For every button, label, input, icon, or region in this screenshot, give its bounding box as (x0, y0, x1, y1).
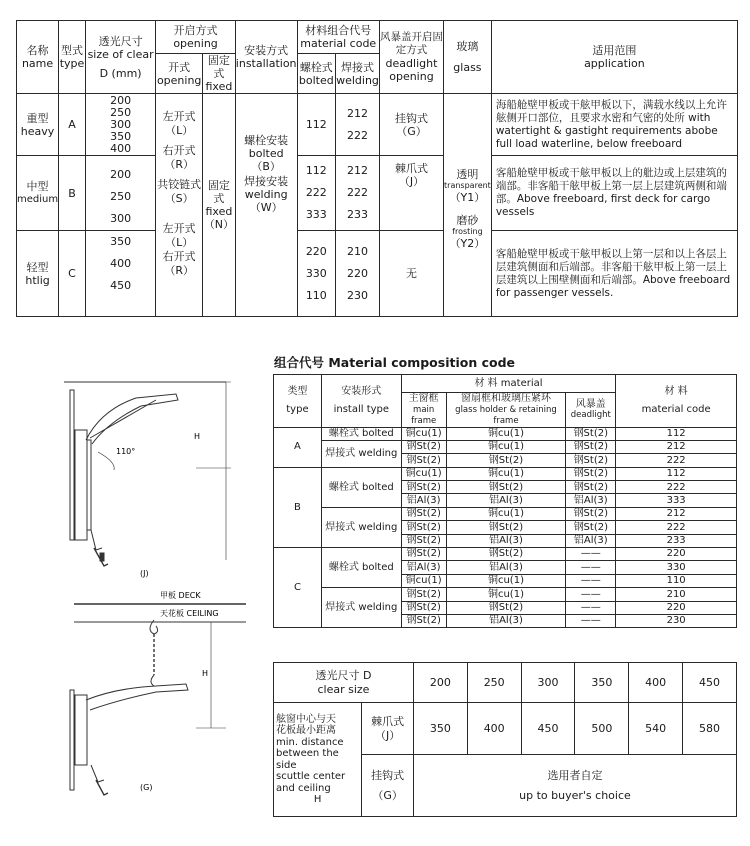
material-deadlight: 钢St(2) (566, 467, 616, 480)
ratchet-value: 350 (413, 703, 467, 755)
clear-size-value: 200 (413, 663, 467, 703)
row-medium-deadlight: 棘爪式 （J） (379, 156, 443, 231)
material-holder: 铜cu(1) (446, 507, 566, 520)
material-code: 222 (616, 521, 737, 534)
ratchet-value: 540 (629, 703, 683, 755)
mat-header-main-frame: 主窗框 main frame (401, 393, 446, 428)
material-holder: 钢St(2) (446, 601, 566, 614)
material-main-frame: 钢St(2) (401, 454, 446, 467)
material-install-type: 螺栓式 bolted (321, 427, 401, 440)
material-deadlight: —— (566, 548, 616, 561)
row-heavy-sizes: 200 250 300 350 400 (85, 94, 155, 156)
header-fixed-type: 固定式 fixed (203, 54, 236, 94)
material-main-frame: 铝Al(3) (401, 561, 446, 574)
material-code: 233 (616, 534, 737, 547)
angle-label: 110° (116, 447, 136, 456)
material-code: 220 (616, 601, 737, 614)
material-main-frame: 铜cu(1) (401, 574, 446, 587)
min-distance-description: 舷窗中心与天 花板最小距离 min. distance between the side scuttle center and ceiling H (274, 703, 362, 817)
opening-type-cell: 左开式 （L） 右开式 （R） 共铰链式 （S） 左开式 （L） 右开式 （R） (156, 94, 203, 317)
row-light-sizes: 350 400 450 (85, 231, 155, 317)
row-light-deadlight: 无 (379, 231, 443, 317)
material-row (274, 427, 737, 440)
material-install-type: 焊接式 welding (321, 440, 401, 467)
glass-cell: 透明 transparent （Y1） 磨砂 frosting （Y2） (444, 94, 492, 317)
row-heavy-application: 海船舱壁甲板或干舷甲板以下，满载水线以上允许舷侧开口部位，且要求水密和气密的处所 with watertight & gastight requirements abobe full load waterline, below freeboard (491, 94, 737, 156)
material-holder: 铝Al(3) (446, 534, 566, 547)
header-deadlight: 风暴盖开启固定方式 deadlight opening (379, 21, 443, 94)
clear-size-value: 400 (629, 663, 683, 703)
mat-header-install: 安装形式 install type (321, 375, 401, 428)
material-install-type: 螺栓式 bolted (321, 548, 401, 588)
row-heavy-type: A (59, 94, 86, 156)
header-material-code: 材料组合代号 material code (297, 21, 379, 54)
material-code: 210 (616, 588, 737, 601)
material-row (274, 588, 737, 601)
material-type: C (274, 548, 322, 628)
material-code: 212 (616, 507, 737, 520)
ceiling-label: 天花板 CEILING (160, 609, 219, 618)
material-code: 212 (616, 440, 737, 453)
header-open-type: 开式 opening (156, 54, 203, 94)
material-code: 222 (616, 454, 737, 467)
clear-size-value: 300 (521, 663, 575, 703)
material-deadlight: 钢St(2) (566, 427, 616, 440)
material-install-type: 焊接式 welding (321, 507, 401, 547)
installation-cell: 螺栓安装 bolted （B） 焊接安装 welding （W） (235, 94, 297, 317)
material-holder: 钢St(2) (446, 454, 566, 467)
header-welding: 焊接式 welding (336, 54, 380, 94)
row-medium-welding: 212 222 233 (336, 156, 380, 231)
material-deadlight: 钢St(2) (566, 521, 616, 534)
ratchet-label: 棘爪式 （J） (362, 703, 414, 755)
material-main-frame: 钢St(2) (401, 588, 446, 601)
material-row (274, 548, 737, 561)
material-main-frame: 钢St(2) (401, 614, 446, 627)
material-holder: 钢St(2) (446, 521, 566, 534)
hook-label: 挂钩式 （G） (362, 755, 414, 817)
material-deadlight: —— (566, 574, 616, 587)
material-holder: 铜cu(1) (446, 467, 566, 480)
material-deadlight: 铝Al(3) (566, 534, 616, 547)
material-code: 220 (616, 548, 737, 561)
header-installation: 安装方式 installation (235, 21, 297, 94)
material-table (273, 374, 737, 628)
material-install-type: 焊接式 welding (321, 588, 401, 628)
material-deadlight: —— (566, 561, 616, 574)
material-deadlight: 钢St(2) (566, 481, 616, 494)
material-main-frame: 钢St(2) (401, 548, 446, 561)
clear-size-value: 250 (467, 663, 521, 703)
material-type: B (274, 467, 322, 547)
material-main-frame: 铜cu(1) (401, 467, 446, 480)
scuttle-diagram (56, 370, 256, 800)
row-light-application: 客船舱壁甲板或干舷甲板以上第一层和以上各层上层建筑侧面和后端部。非客船干舷甲板上第一层上层建筑以上围壁侧面和后端部。Above freeboard for passenger vessels. (491, 231, 737, 317)
material-row (274, 507, 737, 520)
material-code: 333 (616, 494, 737, 507)
material-code: 330 (616, 561, 737, 574)
row-heavy-bolted: 112 (297, 94, 336, 156)
row-light-welding: 210 220 230 (336, 231, 380, 317)
material-deadlight: 钢St(2) (566, 440, 616, 453)
material-holder: 铜cu(1) (446, 574, 566, 587)
row-medium-sizes: 200 250 300 (85, 156, 155, 231)
hook-note: 选用者自定 up to buyer's choice (413, 755, 736, 817)
material-code: 110 (616, 574, 737, 587)
ratchet-value: 500 (575, 703, 629, 755)
material-deadlight: 钢St(2) (566, 454, 616, 467)
fixed-type-cell: 固定式 fixed （N） (203, 94, 236, 317)
clear-size-value: 450 (683, 663, 737, 703)
material-main-frame: 铜cu(1) (401, 427, 446, 440)
material-row (274, 440, 737, 453)
row-medium-application: 客船舱壁甲板或干舷甲板以上的舭边或上层建筑的端部。非客船干舷甲板上第一层上层建筑两侧和端部。Above freeboard, first deck for cargo vessels (491, 156, 737, 231)
material-main-frame: 钢St(2) (401, 481, 446, 494)
mat-header-code: 材 料 material code (616, 375, 737, 428)
material-table-body (274, 427, 737, 628)
header-name: 名称 name (17, 21, 59, 94)
material-deadlight: 铝Al(3) (566, 494, 616, 507)
row-medium-bolted: 112 222 333 (297, 156, 336, 231)
mat-header-deadlight: 风暴盖 deadlight (566, 393, 616, 428)
header-clear-size: 透光尺寸 size of clear D (mm) (85, 21, 155, 94)
clear-size-header: 透光尺寸 D clear size (274, 663, 414, 703)
header-type: 型式 type (59, 21, 86, 94)
material-holder: 铝Al(3) (446, 494, 566, 507)
ratchet-value: 400 (467, 703, 521, 755)
material-deadlight: —— (566, 614, 616, 627)
material-install-type: 螺栓式 bolted (321, 467, 401, 507)
material-holder: 铜cu(1) (446, 588, 566, 601)
row-medium-type: B (59, 156, 86, 231)
ratchet-value: 580 (683, 703, 737, 755)
material-deadlight: 钢St(2) (566, 507, 616, 520)
caption-g: (G) (140, 783, 153, 792)
row-light-name: 轻型 htlig (17, 231, 59, 317)
mat-header-holder: 窗扇框和玻璃压紧环 glass holder & retaining frame (446, 393, 566, 428)
mat-header-material: 材 料 material (401, 375, 616, 393)
material-holder: 铜cu(1) (446, 440, 566, 453)
row-heavy-name: 重型 heavy (17, 94, 59, 156)
material-code: 112 (616, 427, 737, 440)
h-label-j: H (194, 432, 201, 441)
material-holder: 铝Al(3) (446, 614, 566, 627)
material-table-title: 组合代号 Material composition code (274, 355, 516, 370)
row-medium-name: 中型 medium (17, 156, 59, 231)
material-row (274, 467, 737, 480)
header-opening: 开启方式 opening (156, 21, 236, 54)
material-main-frame: 钢St(2) (401, 507, 446, 520)
material-deadlight: —— (566, 601, 616, 614)
material-main-frame: 钢St(2) (401, 601, 446, 614)
deck-label: 甲板 DECK (160, 591, 201, 600)
h-label-g: H (202, 669, 209, 678)
header-glass: 玻璃 glass (444, 21, 492, 94)
spec-table (16, 20, 738, 317)
clear-size-value: 350 (575, 663, 629, 703)
mat-header-type: 类型 type (274, 375, 322, 428)
material-type: A (274, 427, 322, 467)
material-main-frame: 钢St(2) (401, 440, 446, 453)
material-main-frame: 钢St(2) (401, 521, 446, 534)
row-light-type: C (59, 231, 86, 317)
material-code: 230 (616, 614, 737, 627)
header-application: 适用范围 application (491, 21, 737, 94)
clear-size-table (273, 662, 737, 817)
material-holder: 钢St(2) (446, 481, 566, 494)
row-heavy-deadlight: 挂钩式 （G） (379, 94, 443, 156)
row-heavy-welding: 212 222 (336, 94, 380, 156)
ratchet-value: 450 (521, 703, 575, 755)
material-holder: 铜cu(1) (446, 427, 566, 440)
material-code: 112 (616, 467, 737, 480)
header-bolted: 螺栓式 bolted (297, 54, 336, 94)
material-main-frame: 铝Al(3) (401, 494, 446, 507)
material-deadlight: —— (566, 588, 616, 601)
material-holder: 铝Al(3) (446, 561, 566, 574)
material-holder: 钢St(2) (446, 548, 566, 561)
caption-j: (J) (140, 569, 149, 578)
material-code: 222 (616, 481, 737, 494)
row-light-bolted: 220 330 110 (297, 231, 336, 317)
material-main-frame: 钢St(2) (401, 534, 446, 547)
